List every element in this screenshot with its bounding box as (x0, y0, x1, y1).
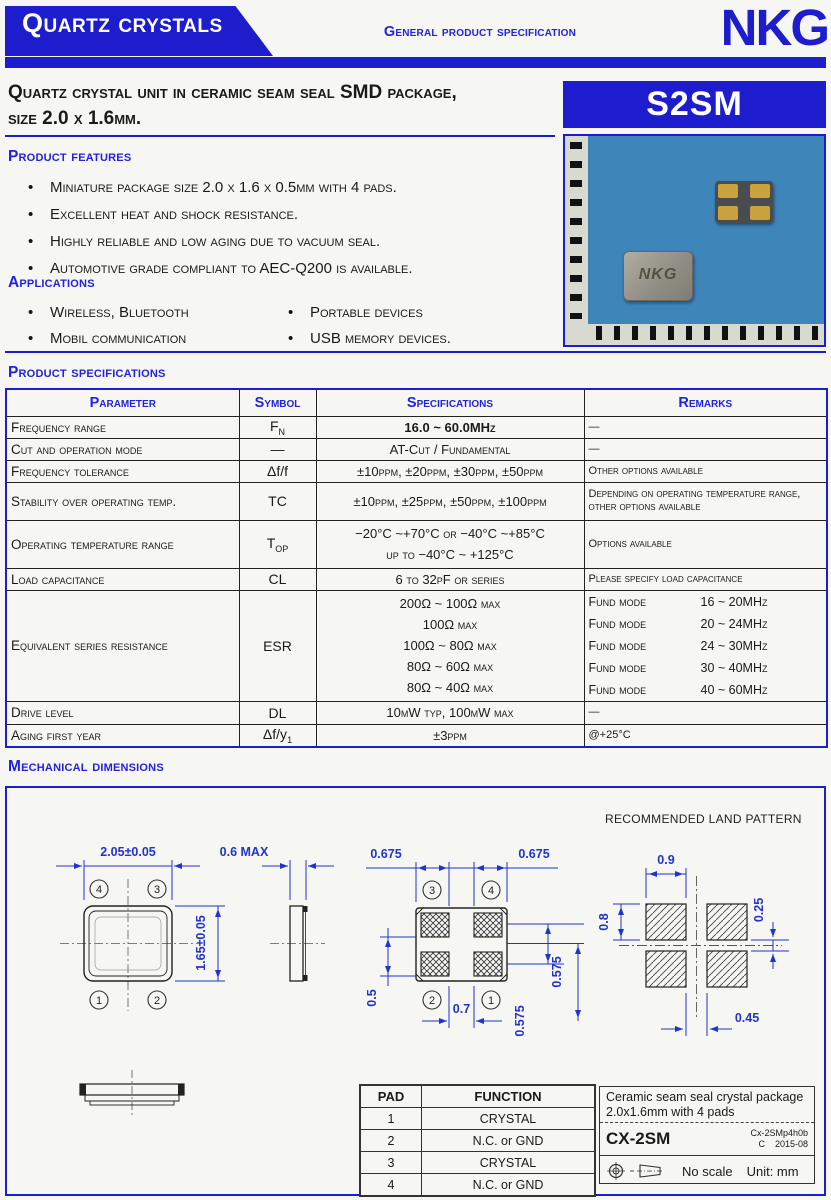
spec-value (316, 460, 584, 482)
pad-table-header (360, 1085, 595, 1108)
frequency-range-value: 40 ~ 60MHz (700, 682, 768, 697)
spec-remark (584, 520, 827, 568)
spec-column-header: Parameter (6, 389, 239, 416)
spec-parameter: Frequency tolerance (6, 460, 239, 482)
applications-col1 (8, 300, 268, 352)
spec-symbol: $T_{OP}$ (239, 520, 316, 568)
section-rule (5, 351, 826, 353)
spec-value-line: ±10ppm, ±20ppm, ±30ppm, ±50ppm (356, 463, 544, 479)
pad-table-row (360, 1130, 595, 1152)
spec-symbol: $\Delta f/y_1$ (239, 724, 316, 747)
ruler-horizontal (588, 324, 824, 345)
fund-mode-label: Fund mode (588, 638, 647, 653)
pad-table-cell: N.C. or GND (422, 1130, 596, 1152)
spec-row (6, 590, 827, 701)
spec-remark-line: — (588, 420, 600, 433)
spec-remark (584, 590, 827, 701)
spec-row (6, 520, 827, 568)
spec-remark (584, 416, 827, 438)
frequency-range-value: 20 ~ 24MHz (700, 616, 768, 631)
pad-number: 2 (153, 995, 161, 1007)
dim-vertical-1: 0.575 (550, 956, 564, 988)
pad-table-cell: 2 (360, 1130, 422, 1152)
fund-mode-label: Fund mode (588, 682, 647, 697)
dim-land-gap-horizontal: 0.45 (734, 1011, 760, 1025)
application-item: • Wireless, Bluetooth (8, 300, 268, 326)
fund-mode-label: Fund mode (588, 594, 647, 609)
land-pattern-drawing (597, 836, 822, 1071)
dim-land-pad-height: 0.8 (597, 913, 611, 931)
spec-symbol: CL (239, 568, 316, 590)
spec-value-line: ±10ppm, ±25ppm, ±50ppm, ±100ppm (353, 493, 547, 509)
spec-remark-line: @+25°C (588, 728, 631, 741)
crystal-bottom-view (715, 181, 773, 223)
pad-number: 3 (428, 885, 436, 897)
spec-row (6, 482, 827, 520)
spec-value-line: 80Ω ~ 40Ω max (406, 680, 494, 695)
spec-value (316, 520, 584, 568)
spec-remark-line: Depending on operating temperature range, other options available (588, 488, 801, 513)
header-rule (5, 57, 826, 68)
spec-symbol: — (239, 438, 316, 460)
description-line2: 2.0x1.6mm with 4 pads (606, 1105, 735, 1119)
spec-remark-line: — (588, 706, 600, 718)
brand-logo: NKG (720, 0, 828, 56)
spec-remark-line: Please specify load capacitance (588, 572, 743, 585)
crystal-pad (718, 206, 738, 220)
dim-package-thickness: 0.6 MAX (219, 845, 269, 859)
spec-symbol: $F_N$ (239, 416, 316, 438)
feature-item: • Highly reliable and low aging due to vacuum seal. (8, 228, 553, 255)
spec-value-line: ±3ppm (433, 727, 467, 743)
mechanical-heading: Mechanical dimensions (8, 758, 164, 775)
spec-parameter: Load capacitance (6, 568, 239, 590)
spec-value (316, 701, 584, 724)
banner-title: Quartz crystals (22, 8, 223, 38)
spec-parameter: Equivalent series resistance (6, 590, 239, 701)
spec-remark-pair (589, 657, 823, 679)
spec-remark (584, 568, 827, 590)
applications-col2 (268, 300, 538, 352)
page-title-line1: Quartz crystal unit in ceramic seam seal SMD package, (8, 82, 457, 103)
crystal-top-view: NKG (623, 251, 693, 301)
dim-pad-offset-right: 0.675 (518, 847, 550, 861)
spec-symbol: Δf/f (239, 460, 316, 482)
pad-table-column-header: PAD (360, 1085, 422, 1108)
dim-pad-height: 0.5 (365, 989, 379, 1007)
fund-mode-label: Fund mode (588, 660, 647, 675)
pad-table-column-header: FUNCTION (422, 1085, 596, 1108)
feature-item: • Excellent heat and shock resistance. (8, 201, 553, 228)
spec-remark (584, 482, 827, 520)
spec-value (316, 416, 584, 438)
pad-table-cell: CRYSTAL (422, 1152, 596, 1174)
pad-number: 1 (95, 995, 103, 1007)
feature-item: • Automotive grade compliant to AEC-Q200 is available. (8, 255, 553, 282)
spec-parameter: Cut and operation mode (6, 438, 239, 460)
spec-value-line: 10μW typ, 100μW max (386, 705, 514, 720)
features-list (8, 174, 553, 282)
spec-value (316, 590, 584, 701)
description-line1: Ceramic seam seal crystal package (606, 1090, 804, 1104)
title-underline (5, 135, 555, 137)
spec-remark-line: Other options available (588, 464, 703, 477)
spec-value-line: 200Ω ~ 100Ω max (399, 596, 501, 611)
spec-value-line: AT-Cut / Fundamental (389, 441, 511, 457)
frequency-range-value: 30 ~ 40MHz (700, 660, 768, 675)
part-number: CX-2SM (606, 1129, 671, 1148)
dim-land-pad-width: 0.9 (657, 853, 675, 867)
revision-letter: C (758, 1139, 765, 1149)
doc-revision (750, 1128, 808, 1150)
mechanical-drawing-box (5, 786, 826, 1196)
spec-value (316, 482, 584, 520)
crystal-pad (750, 184, 770, 198)
spec-remark-line: Options available (588, 537, 672, 550)
page-title (8, 80, 556, 132)
pad-number: 4 (95, 884, 103, 896)
spec-row (6, 438, 827, 460)
application-item: • Mobil communication (8, 326, 268, 352)
page-title-line2: size 2.0 x 1.6mm. (8, 108, 142, 129)
profile-view-drawing (72, 1070, 202, 1120)
spec-parameter: Operating temperature range (6, 520, 239, 568)
projection-symbol-icon (606, 1160, 668, 1182)
spec-remark-pair (589, 635, 823, 657)
pad-table-row (360, 1108, 595, 1130)
revision-date: 2015-08 (774, 1139, 808, 1149)
spec-remark (584, 438, 827, 460)
spec-parameter: Stability over operating temp. (6, 482, 239, 520)
doc-code: Cx-2SMp4h0b (750, 1128, 808, 1138)
spec-symbol: DL (239, 701, 316, 724)
dim-pad-pitch: 0.7 (452, 1002, 471, 1016)
spec-remark-pair (589, 613, 823, 635)
spec-remark (584, 460, 827, 482)
application-item: • Portable devices (268, 300, 538, 326)
spec-value-line: 100Ω ~ 80Ω max (403, 638, 497, 653)
applications-heading: Applications (8, 274, 95, 291)
pad-number: 4 (487, 885, 495, 897)
spec-value-line: 16.0 ~ 60.0MHz (404, 419, 496, 435)
spec-row (6, 568, 827, 590)
spec-value (316, 724, 584, 747)
pad-number: 1 (487, 995, 495, 1007)
spec-value-line: 80Ω ~ 60Ω max (406, 659, 494, 674)
specifications-heading: Product specifications (8, 364, 166, 381)
application-item: • USB memory devices. (268, 326, 538, 352)
dim-vertical-2: 0.575 (513, 1005, 527, 1037)
pad-function-table (359, 1084, 596, 1197)
spec-remark (584, 701, 827, 724)
spec-header-row (6, 389, 827, 416)
spec-parameter: Drive level (6, 701, 239, 724)
pad-table-cell: N.C. or GND (422, 1174, 596, 1197)
spec-column-header: Symbol (239, 389, 316, 416)
ruler-vertical (565, 136, 588, 345)
spec-parameter: Frequency range (6, 416, 239, 438)
pad-table-cell: 4 (360, 1174, 422, 1197)
spec-row (6, 460, 827, 482)
spec-column-header: Specifications (316, 389, 584, 416)
spec-row (6, 701, 827, 724)
model-badge: S2SM (563, 81, 826, 128)
unit-note: Unit: mm (746, 1163, 799, 1179)
bottom-view-drawing (352, 836, 592, 1071)
land-pattern-title: RECOMMENDED LAND PATTERN (605, 812, 802, 826)
fund-mode-label: Fund mode (588, 616, 647, 631)
pad-table-cell: 3 (360, 1152, 422, 1174)
spec-remark-pair (589, 679, 823, 701)
spec-value (316, 568, 584, 590)
dim-package-width: 2.05±0.05 (100, 845, 156, 859)
spec-remark-line: — (588, 442, 600, 455)
pad-number: 2 (428, 995, 436, 1007)
spec-row (6, 724, 827, 747)
frequency-range-value: 16 ~ 20MHz (700, 594, 768, 609)
product-photo (563, 134, 826, 347)
spec-column-header: Remarks (584, 389, 827, 416)
title-block (599, 1086, 815, 1184)
dim-land-gap-vertical: 0.25 (752, 897, 766, 923)
spec-remark (584, 724, 827, 747)
spec-symbol: ESR (239, 590, 316, 701)
spec-parameter: Aging first year (6, 724, 239, 747)
dim-package-height: 1.65±0.05 (194, 915, 208, 971)
frequency-range-value: 24 ~ 30MHz (700, 638, 768, 653)
spec-row (6, 416, 827, 438)
spec-value-line: up to −40°C ~ +125°C (386, 547, 514, 562)
spec-symbol: TC (239, 482, 316, 520)
spec-value-line: 6 to 32pF or series (395, 571, 505, 587)
spec-value-line: 100Ω max (422, 617, 478, 632)
pad-table-row (360, 1174, 595, 1197)
pad-table-cell: CRYSTAL (422, 1108, 596, 1130)
spec-value (316, 438, 584, 460)
pad-table-row (360, 1152, 595, 1174)
pad-number: 3 (153, 884, 161, 896)
feature-item: • Miniature package size 2.0 x 1.6 x 0.5mm with 4 pads. (8, 174, 553, 201)
dim-pad-offset-left: 0.675 (370, 847, 402, 861)
specifications-table (5, 388, 828, 748)
scale-note: No scale (682, 1163, 733, 1179)
title-block-description (600, 1087, 814, 1123)
pad-table-cell: 1 (360, 1108, 422, 1130)
doc-subtitle: General product specification (383, 24, 577, 40)
crystal-pad (718, 184, 738, 198)
crystal-pad (750, 206, 770, 220)
spec-remark-pair (589, 591, 823, 613)
top-side-view-drawing (22, 836, 357, 1071)
features-heading: Product features (8, 148, 132, 165)
spec-value-line: −20°C ~+70°C or −40°C ~+85°C (355, 526, 545, 541)
